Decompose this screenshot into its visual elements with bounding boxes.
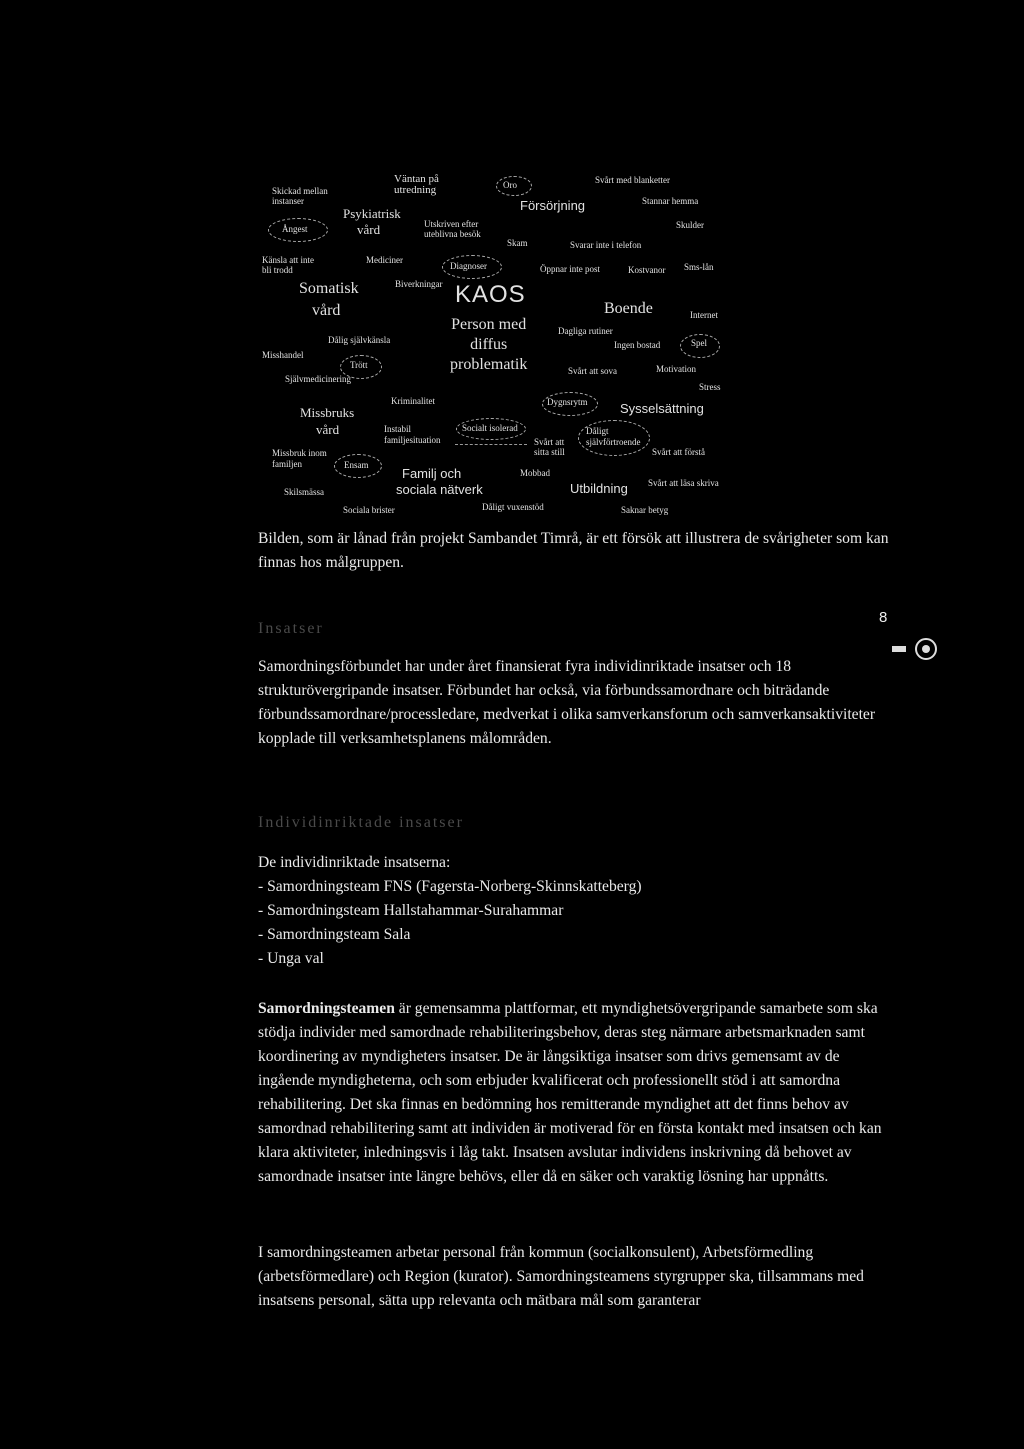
word-mobbad: Mobbad [520,468,550,478]
heading-individinriktade: Individinriktade insatser [258,814,464,831]
word-oro: Oro [503,180,517,190]
word-trott: Trött [350,360,368,370]
word-vantan: Väntan på utredning [394,173,439,196]
hub-boende: Boende [604,300,653,317]
word-svart-lasa: Svårt att läsa skriva [648,478,719,488]
hub-familj: Familj och sociala nätverk [396,466,483,497]
paragraph-samordningsteamen [258,997,898,1189]
word-stress: Stress [699,382,721,392]
word-missbruk-familjen: Missbruk inom familjen [272,448,327,469]
heading-insatser: Insatser [258,620,324,637]
hub-missbruk: Missbruks vård [300,405,355,437]
paragraph-personal: I samordningsteamen arbetar personal från kommun (socialkonsulent), Arbetsförmedling (arbetsförmedlare) och Region (kurator). Samordningsteamens styrgrupper ska, tillsammans med insatsens personal, sätta upp relevanta och mätbara mål som garanterar [258,1244,864,1309]
list-item: - Samordningsteam FNS (Fagersta-Norberg-Skinnskatteberg) [258,878,642,895]
list-item: - Samordningsteam Hallstahammar-Surahammar [258,902,564,919]
word-sjalvmedicinering: Självmedicinering [285,374,351,384]
word-svart-sitta: Svårt att sitta still [534,437,565,457]
word-diagnoser: Diagnoser [450,261,487,271]
word-kanslan: Känsla att inte bli trodd [262,255,314,275]
word-dagliga-rutiner: Dagliga rutiner [558,326,613,336]
word-skulder: Skulder [676,220,704,230]
team-bold-term: Samordningsteamen [258,1000,395,1017]
word-dygnsrytm: Dygnsrytm [547,397,588,407]
word-socialt-isolerad: Socialt isolerad [462,423,518,433]
word-smalan: Sms-lån [684,262,714,272]
word-angest: Ångest [282,224,308,234]
word-biverkningar: Biverkningar [395,279,443,289]
hub-psykiatrisk: Psykiatrisk vård [343,206,401,237]
hub-sysselsattning: Sysselsättning [620,401,704,416]
word-skam: Skam [507,238,528,248]
word-stannar-hemma: Stannar hemma [642,196,699,206]
hub-somatisk: Somatisk vård [299,280,359,319]
word-svart-sova: Svårt att sova [568,366,617,376]
connector-line-1 [455,444,527,445]
problem-collage [0,0,1024,520]
word-internet: Internet [690,310,718,320]
list-intro: De individinriktade insatserna: [258,854,451,871]
word-skilsmassa: Skilsmässa [284,487,325,497]
hub-forsorjning: Försörjning [520,198,586,213]
word-svart-blanketter: Svårt med blanketter [595,175,670,185]
word-svart-forsta: Svårt att förstå [652,447,705,457]
list-item: - Samordningsteam Sala [258,926,411,943]
word-ensam: Ensam [344,460,369,470]
kaos-title: KAOS [455,281,526,308]
word-skickad: Skickad mellan instanser [272,186,328,206]
insatser-list [258,851,898,971]
word-daligt-vuxenstod: Dåligt vuxenstöd [482,502,544,512]
word-sociala-brister: Sociala brister [343,505,395,515]
word-motivation: Motivation [656,364,696,374]
word-kriminalitet: Kriminalitet [391,396,435,406]
word-utskriven: Utskriven efter uteblivna besök [424,219,481,239]
word-dalig-sjalvkansla: Dålig självkänsla [328,335,391,345]
word-instabil: Instabil familjesituation [384,424,441,445]
word-saknar-betyg: Saknar betyg [621,505,669,515]
page-number: 8 [879,609,888,626]
word-kostvanor: Kostvanor [628,265,666,275]
center-text: Person med diffus problematik [450,316,528,373]
word-misshandel: Misshandel [262,350,304,360]
word-svarar-telefon: Svarar inte i telefon [570,240,642,250]
logo-icon [890,636,948,662]
caption: Bilden, som är lånad från projekt Sambandet Timrå, är ett försök att illustrera de svårigheter som kan finnas hos målgruppen. [258,530,889,571]
team-text: är gemensamma plattformar, ett myndighetsövergripande samarbete som ska stödja individer med samordnade rehabiliteringsbehov, deras steg närmare arbetsmarknaden samt koordinering av myndigheters insatser. De är långsiktiga insatser som drivs gemensamt av de ingående myndigheterna, och som erbjuder kvalificerat och professionellt stöd i att samordna rehabilitering. Det ska finnas en bedömning hos remitterande myndighet att det finns behov av samordnad rehabilitering samt att individen är motiverad för en första kontakt med insatsen och kan klara aktiviteter, inledningsvis i låg takt. Insatsen avslutar individens inskrivning då behovet av samordnade insatser inte längre behövs, eller då en säker och varaktig lösning har uppnåtts. [258,1000,882,1185]
hub-utbildning: Utbildning [570,481,628,496]
word-daligt-sjalvfortroende: Dåligt självförtroende [586,426,641,447]
list-item: - Unga val [258,950,324,967]
paragraph-insatser: Samordningsförbundet har under året finansierat fyra individinriktade insatser och 18 strukturövergripande insatser. Förbundet har också, via förbundssamordnare och biträdande förbundssamordnare/processledare, medverkat i olika samverkansforum och samverkansaktiviteter kopplade till verksamhetsplanens målområden. [258,658,876,747]
word-mediciner: Mediciner [366,255,403,265]
word-oppnar-post: Öppnar inte post [540,264,600,274]
word-ingen-bostad: Ingen bostad [614,340,661,350]
word-spel: Spel [691,338,708,348]
